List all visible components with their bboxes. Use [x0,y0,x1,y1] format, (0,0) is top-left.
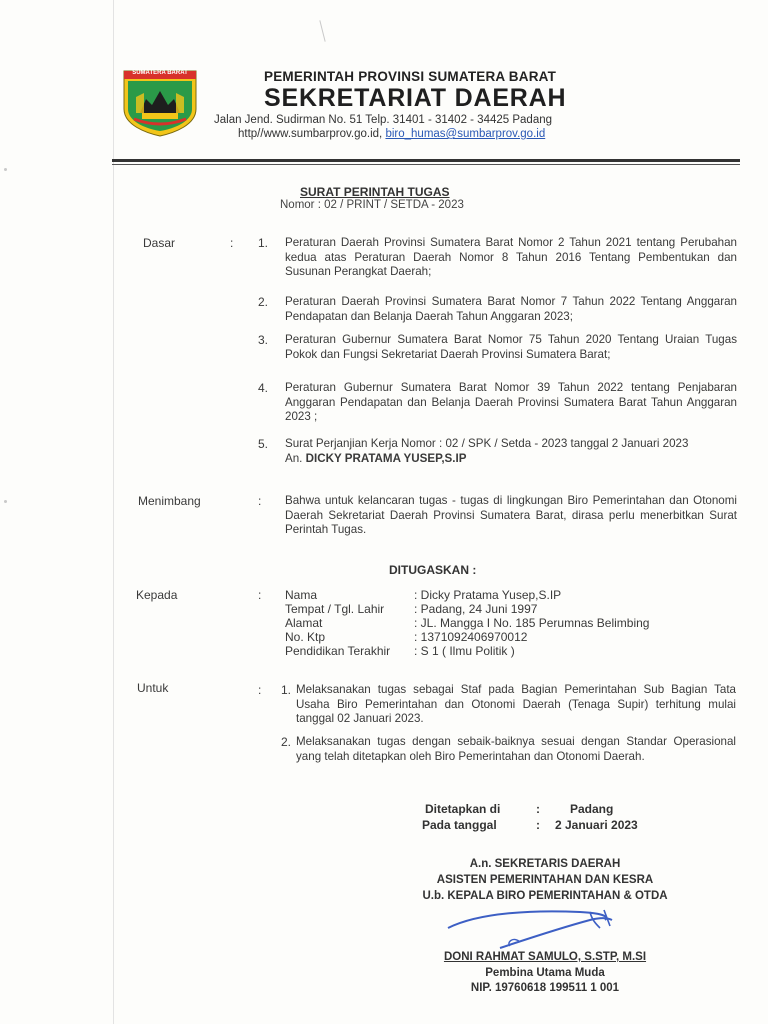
date-label: Pada tanggal [422,818,497,832]
field-label: Tempat / Tgl. Lahir [285,602,385,616]
field-row [285,588,735,602]
dasar-item-number: 5. [258,437,269,451]
spk-reference: Surat Perjanjian Kerja Nomor : 02 / SPK / Setda - 2023 tanggal 2 Januari 2023 [285,437,689,450]
shield-emblem-icon [122,69,198,137]
place-value: Padang [570,802,614,816]
dasar-item-number: 3. [258,333,269,347]
office-address: Jalan Jend. Sudirman No. 51 Telp. 31401 - 31402 - 34425 Padang [214,114,553,126]
dasar-item-text: Peraturan Daerah Provinsi Sumatera Barat Nomor 7 Tahun 2022 Tentang Anggaran Pendapatan dan Belanja Daerah Tahun Anggaran 2023; [285,295,737,323]
office-name: SEKRETARIAT DAERAH [264,84,567,112]
menimbang-label: Menimbang [138,494,201,508]
signatory-line-1: A.n. SEKRETARIS DAERAH [469,858,621,870]
logo-label: SUMATERA BARAT [132,70,188,76]
place-label: Ditetapkan di [425,802,501,816]
field-value: : 1371092406970012 [414,630,528,644]
signatory-line-3: U.b. KEPALA BIRO PEMERINTAHAN & OTDA [422,890,668,902]
field-row [285,644,735,658]
untuk-item-text: Melaksanakan tugas sebagai Staf pada Bagian Pemerintahan Sub Bagian Tata Usaha Biro Pemerintahan dan Otonomi Daerah (Tenaga Supir) terhitung mulai tanggal 02 Januari 2023. [296,683,736,725]
untuk-item-text: Melaksanakan tugas dengan sebaik-baiknya sesuai dengan Standar Operasional yang telah ditetapkan oleh Biro Pemerintahan dan Otonomi Daerah. [296,735,736,763]
website-text: http//www.sumbarprov.go.id, [238,128,383,140]
signatory-nip: NIP. 19760618 199511 1 001 [470,982,620,994]
field-row [285,616,735,630]
place-colon: : [536,802,540,816]
document-number: Nomor : 02 / PRINT / SETDA - 2023 [280,199,464,211]
letterhead-rule-thick [112,159,740,162]
kepada-colon: : [258,588,262,602]
field-label: Nama [285,588,318,602]
kepada-label: Kepada [136,588,178,602]
email-link[interactable]: biro_humas@sumbarprov.go.id [385,128,546,140]
dasar-item-text: Peraturan Gubernur Sumatera Barat Nomor 75 Tahun 2020 Tentang Uraian Tugas Pokok dan Fungsi Sekretariat Daerah Provinsi Sumatera Barat; [285,333,737,361]
field-value: : S 1 ( Ilmu Politik ) [414,644,515,658]
untuk-item-number: 2. [281,735,292,749]
signatory-rank: Pembina Utama Muda [485,967,605,979]
ditugaskan-heading: DITUGASKAN : [389,563,477,577]
field-label: Pendidikan Terakhir [285,644,391,658]
field-value: : JL. Mangga I No. 185 Perumnas Belimbing [414,616,650,630]
scan-artifact [319,20,325,42]
scan-artifact [4,168,7,171]
dasar-item-text [285,437,737,466]
untuk-label: Untuk [137,681,169,695]
dasar-item-number: 1. [258,236,269,250]
handwritten-signature-icon [440,898,640,956]
document-title: SURAT PERINTAH TUGAS [300,185,450,199]
dasar-item-text: Peraturan Gubernur Sumatera Barat Nomor 39 Tahun 2022 tentang Penjabaran Anggaran Pendapatan dan Belanja Daerah Provinsi Sumatera Barat Tahun Anggaran 2023 ; [285,381,737,423]
provincial-logo [122,69,198,137]
government-name: PEMERINTAH PROVINSI SUMATERA BARAT [264,69,557,84]
kepada-fields [285,588,735,658]
an-prefix: An. [285,451,306,465]
date-colon: : [536,818,540,832]
dasar-item-text: Peraturan Daerah Provinsi Sumatera Barat Nomor 2 Tahun 2021 tentang Perubahan kedua atas Peraturan Daerah Nomor 8 Tahun 2016 Tentang Pembentukan dan Susunan Perangkat Daerah; [285,236,737,278]
signatory-line-2: ASISTEN PEMERINTAHAN DAN KESRA [436,874,654,886]
dasar-colon: : [230,236,234,250]
field-label: Alamat [285,616,323,630]
field-row [285,602,735,616]
untuk-item-number: 1. [281,683,292,697]
dasar-item-number: 4. [258,381,269,395]
dasar-label: Dasar [143,236,176,250]
signatory-name: DONI RAHMAT SAMULO, S.STP, M.SI [443,951,647,963]
untuk-colon: : [258,683,262,697]
menimbang-text: Bahwa untuk kelancaran tugas - tugas di lingkungan Biro Pemerintahan dan Otonomi Daerah Sekretariat Daerah Provinsi Sumatera Barat, dirasa perlu menerbitkan Surat Perintah Tugas. [285,494,737,536]
scan-artifact [4,500,7,503]
field-label: No. Ktp [285,630,326,644]
dasar-item-number: 2. [258,295,269,309]
letterhead-rule-thin [112,164,740,165]
field-value: : Dicky Pratama Yusep,S.IP [414,588,562,602]
field-row [285,630,735,644]
office-contacts [238,128,658,140]
date-value: 2 Januari 2023 [555,818,638,832]
scan-edge [113,0,114,1024]
field-value: : Padang, 24 Juni 1997 [414,602,538,616]
employee-name: DICKY PRATAMA YUSEP,S.IP [305,451,467,465]
menimbang-colon: : [258,494,262,508]
